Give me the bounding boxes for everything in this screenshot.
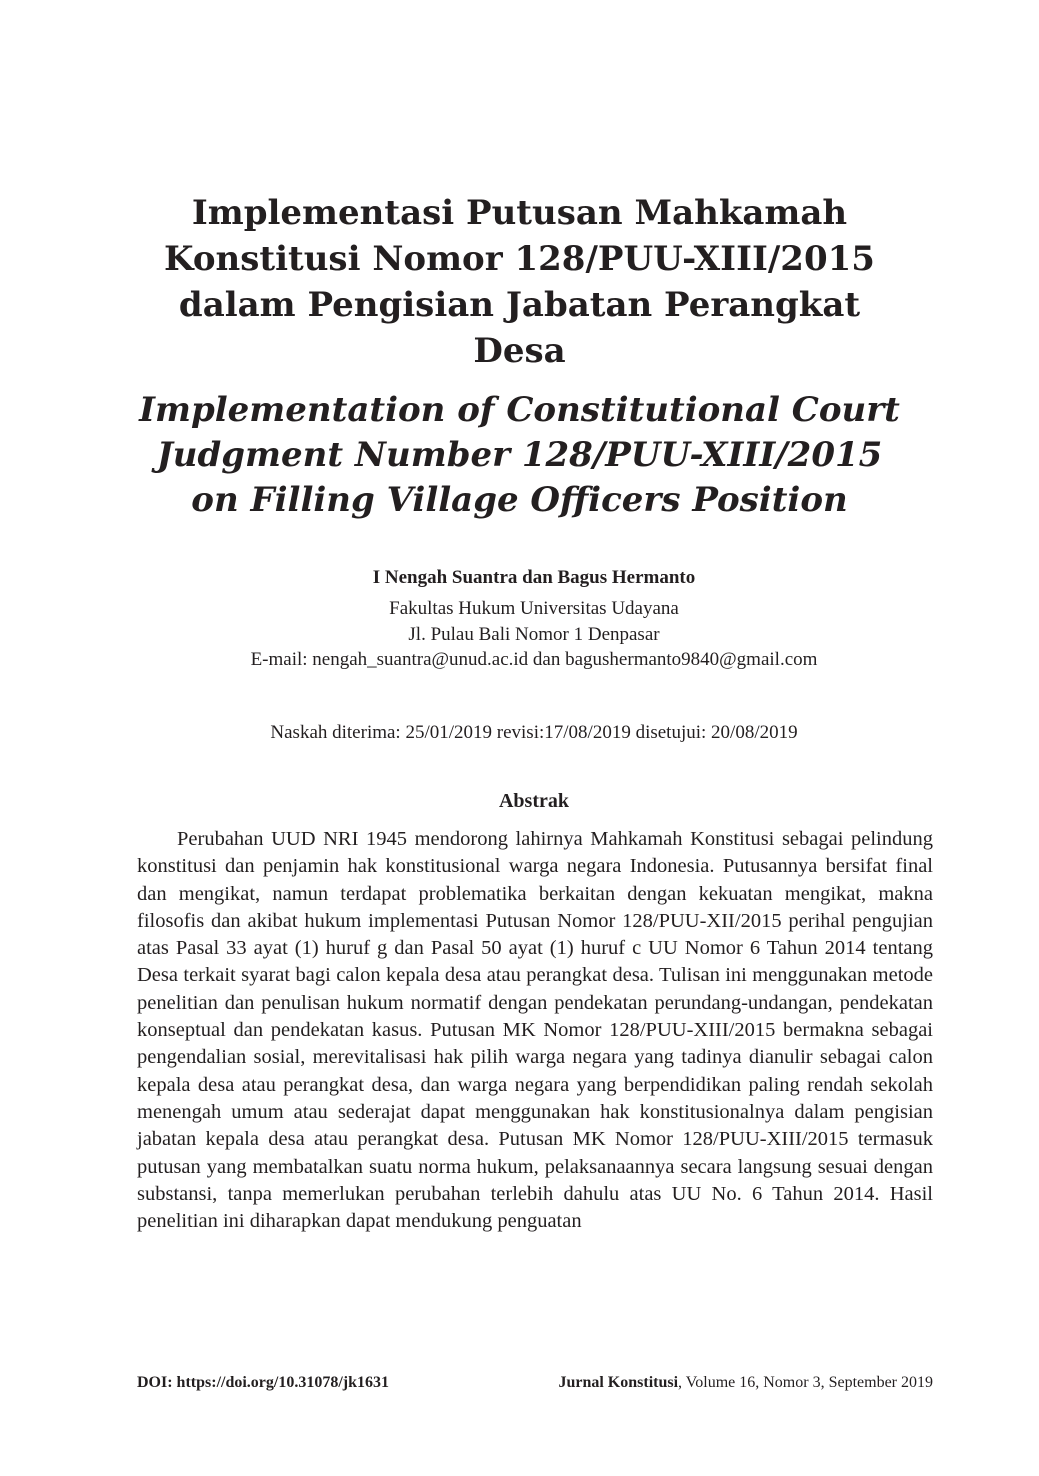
manuscript-dates: Naskah diterima: 25/01/2019 revisi:17/08/2019 disetujui: 20/08/2019 (270, 722, 798, 743)
title-en-line: Implementation of Constitutional Court (139, 390, 900, 430)
title-english (90, 388, 949, 523)
abstract-text: Perubahan UUD NRI 1945 mendorong lahirnya Mahkamah Konstitusi sebagai pelindung konstitusi dan penjamin hak konstitusional warga negara Indonesia. Putusannya bersifat final dan mengikat, namun terdapat problematika berkaitan dengan kekuatan mengikat, makna filosofis dan akibat hukum implementasi Putusan Nomor 128/PUU-XII/2015 perihal pengujian atas Pasal 33 ayat (1) huruf g dan Pasal 50 ayat (1) huruf c UU Nomor 6 Tahun 2014 tentang Desa terkait syarat bagi calon kepala desa atau perangkat desa. Tulisan ini menggunakan metode penelitian dan penulisan hukum normatif dengan pendekatan perundang-undangan, pendekatan konseptual dan pendekatan kasus. Putusan MK Nomor 128/PUU-XIII/2015 bermakna sebagai pengendalian sosial, merevitalisasi hak pilih warga negara yang tadinya dianulir sebagai calon kepala desa atau perangkat desa, dan warga negara yang berpendidikan paling rendah sekolah menengah umum atau sederajat dapat menggunakan hak konstitusionalnya dalam pengisian jabatan kepala desa atau perangkat desa. Putusan MK Nomor 128/PUU-XIII/2015 termasuk putusan yang membatalkan suatu norma hukum, pelaksanaannya secara langsung sesuai dengan substansi, tanpa memerlukan perubahan terlebih dahulu atas UU No. 6 Tahun 2014. Hasil penelitian ini diharapkan dapat mendukung penguatan (137, 828, 933, 1233)
footer-journal (558, 1373, 933, 1393)
journal-name: Jurnal Konstitusi (558, 1374, 679, 1391)
journal-details: , Volume 16, Nomor 3, September 2019 (678, 1374, 933, 1391)
footer-doi: DOI: https://doi.org/10.31078/jk1631 (137, 1374, 390, 1391)
authors: I Nengah Suantra dan Bagus Hermanto (372, 567, 696, 588)
title-en-line: Judgment Number 128/PUU-XIII/2015 (156, 435, 883, 475)
title-id-line: Desa (473, 331, 566, 371)
abstract-heading: Abstrak (498, 790, 569, 812)
affiliation-address: Jl. Pulau Bali Nomor 1 Denpasar (408, 624, 660, 645)
title-id-line: Implementasi Putusan Mahkamah (191, 193, 848, 233)
title-en-line: on Filling Village Officers Position (191, 480, 848, 520)
title-id-line: dalam Pengisian Jabatan Perangkat (178, 285, 861, 325)
title-indonesian (100, 190, 939, 374)
affiliation-institution: Fakultas Hukum Universitas Udayana (389, 598, 679, 619)
title-id-line: Konstitusi Nomor 128/PUU-XIII/2015 (164, 239, 875, 279)
affiliation-email: E-mail: nengah_suantra@unud.ac.id dan bagushermanto9840@gmail.com (250, 649, 818, 670)
